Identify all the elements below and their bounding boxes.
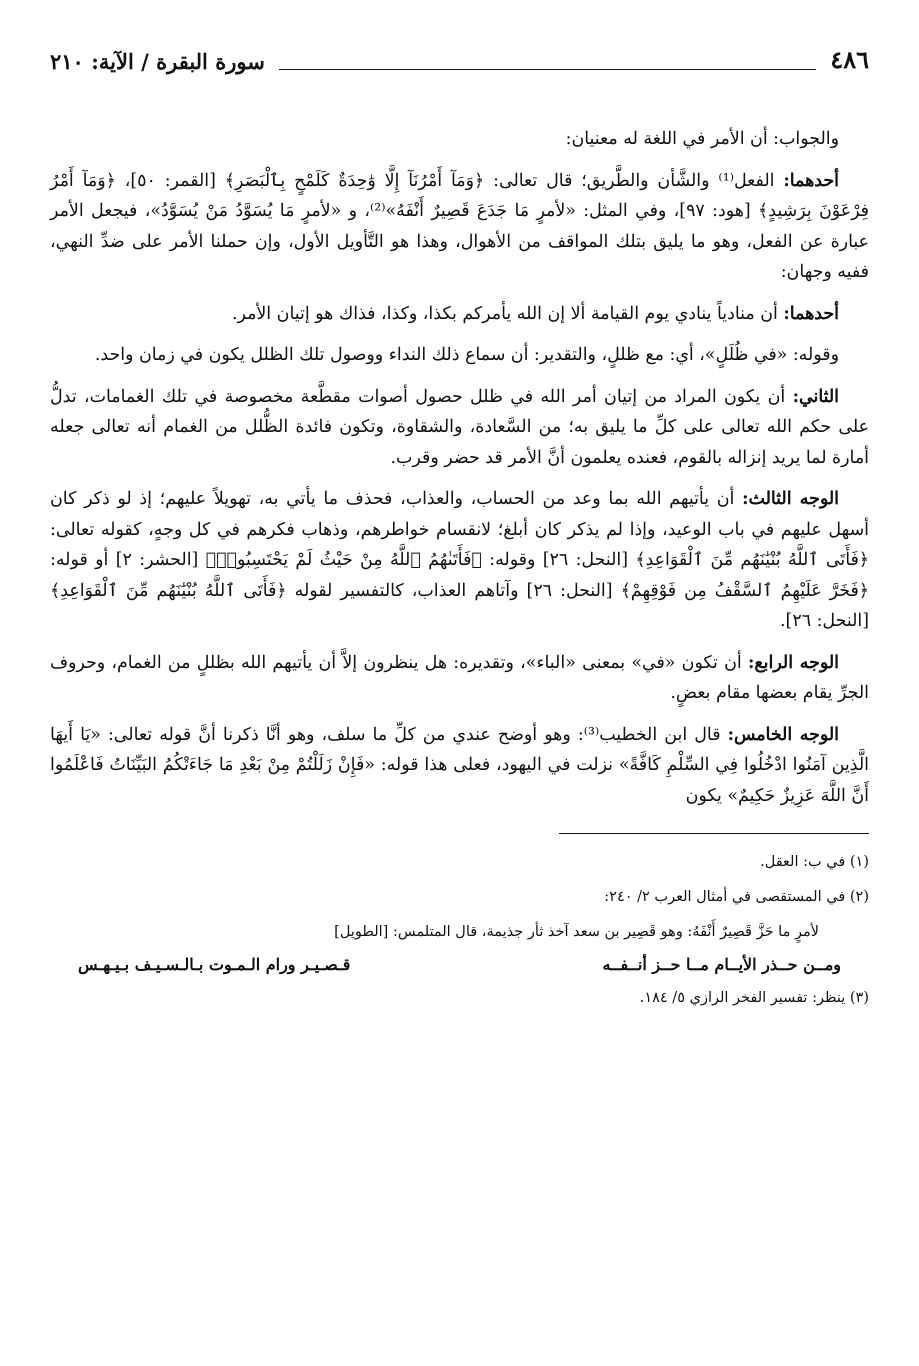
paragraph — [50, 382, 869, 474]
paragraph — [50, 340, 869, 371]
paragraph-text: أن تكون «في» بمعنى «الباء»، وتقديره: هل ينظرون إلاَّ أن يأتيهم الله بظللٍ من الغمام، وحروف الجرِّ يقام بعضها مقام بعضٍ. — [50, 652, 869, 703]
paragraph — [50, 166, 869, 288]
verse-hemistich-second: قـصـيـر ورام الـمـوت بـالـسـيـف بـيـهـس — [78, 955, 351, 974]
footnote-quote: لأمرٍ ما حَزَّ قَصِيرٌ أَنْفَهُ: وهو قَصِير بن سعد آخذ ثأر جذيمة، قال المتلمس: [الطويل] — [334, 924, 819, 940]
page-number: ٤٨٦ — [830, 45, 869, 74]
paragraph-head: أحدهما: — [783, 303, 839, 324]
paragraph-head: الثاني: — [792, 386, 839, 407]
paragraph-head: الوجه الثالث: — [742, 489, 839, 509]
footnote: (٣) ينظر: تفسير الفخر الرازي ٥/ ١٨٤. — [639, 990, 869, 1006]
paragraph-text: قال ابن الخطيب⁽³⁾: وهو أوضح عندي من كلِّ ما سلف، وهو أنَّا ذكرنا أنَّ قوله تعالى: «يَا أَيهَا الَّذِين آمَنُوا ادْخُلُوا فِي السِّلْمِ كَافَّةً» نزلت في اليهود، فعلى هذا قوله: «فَإِنْ زَلَلْتُمْ مِنْ بَعْدِ مَا جَاءَتْكُمُ البَيِّنَاتُ فَاعْلَمُوا أَنَّ اللَّهَ عَزِيزٌ حَكِيمٌ» يكون — [50, 724, 869, 806]
footnote: (١) في ب: العقل. — [760, 854, 869, 870]
footnotes — [50, 850, 869, 1011]
verse-hemistich-first: ومــن حــذر الأيــام مــا حــز أنــفــه — [602, 955, 841, 974]
paragraph-head: الوجه الرابع: — [747, 652, 839, 673]
main-text — [50, 124, 869, 811]
running-header — [50, 40, 869, 74]
paragraph-text: الفعل⁽¹⁾ والشَّأن والطَّريق؛ قال تعالى: ﴿وَمَآ أَمْرُنَآ إِلَّا وَٰحِدَةٌ كَلَمْحٍ بِٱلْبَصَرِ﴾ [القمر: ٥٠]، ﴿وَمَآ أَمْرُ فِرْعَوْنَ بِرَشِيدٍ﴾ [هود: ٩٧]، وفي المثل: «لأمرٍ مَا جَدَعَ قَصِيرٌ أَنْفَهُ»⁽²⁾، و «لأمرٍ مَا يُسَوَّدُ مَنْ يُسَوَّدُ»، فيجعل الأمر عبارة عن الفعل، وهو ما يليق بتلك المواقف من الأهوال، وهذا هو التَّأويل الأول، وإن حملنا الأمر على ضدِّ النهي، ففيه وجهان: — [50, 170, 869, 282]
paragraph — [50, 299, 869, 330]
footnote-separator — [559, 833, 869, 834]
paragraph-head: الوجه الخامس: — [727, 724, 839, 745]
paragraph — [50, 720, 869, 812]
paragraph-text: والجواب: أن الأمر في اللغة له معنيان: — [565, 129, 839, 149]
footnote: (٢) في المستقصى في أمثال العرب ٢/ ٢٤٠: — [604, 889, 869, 905]
paragraph-text: وقوله: «في ظُلَلٍ»، أي: مع ظللٍ، والتقدير: أن سماع ذلك النداء ووصول تلك الظلل يكون في زمان واحد. — [94, 345, 839, 365]
paragraph-text: أن منادياً ينادي يوم القيامة ألا إن الله يأمركم بكذا، وكذا، فذاك هو إتيان الأمر. — [231, 303, 784, 324]
paragraph — [50, 484, 869, 637]
paragraph-head: أحدهما: — [783, 170, 839, 191]
surah-reference: سورة البقرة / الآية: ٢١٠ — [50, 49, 265, 74]
header-rule — [279, 69, 817, 70]
paragraph-text: أن يأتيهم الله بما وعد من الحساب، والعذاب، فحذف ما يأتي به، تهويلاً عليهم؛ إذ لو ذكر كان أسهل عليهم في باب الوعيد، وإذا لم يذكر كان أبلغ؛ لانقسام خواطرهم، وذهاب فكرهم في كل وجهٍ، كقوله تعالى: ﴿فَأَتَى ٱللَّهُ بُنْيَٰنَهُم مِّنَ ٱلْقَوَاعِدِ﴾ [النحل: ٢٦] وقوله: ﴿فَأَتَىٰهُمُ ٱللَّهُ مِنْ حَيْثُ لَمْ يَحْتَسِبُوا۟﴾ [الحشر: ٢] أو قوله: ﴿فَخَرَّ عَلَيْهِمُ ٱلسَّقْفُ مِن فَوْقِهِمْ﴾ [النحل: ٢٦] وآتاهم العذاب، كالتفسير لقوله ﴿فَأَتَى ٱللَّهُ بُنْيَٰنَهُم مِّنَ ٱلْقَوَاعِدِ﴾ [النحل: ٢٦]. — [50, 489, 869, 631]
paragraph-text: أن يكون المراد من إتيان أمر الله في ظلل حصول أصوات مقطَّعة مخصوصة في تلك الغمامات، تدلُّ على حكم الله تعالى على كلِّ ما يليق به؛ من السَّعادة، والشقاوة، وتكون فائدة الظُّلل من الغمام أنه تعالى جعله أمارة لما يريد إنزاله بالقوم، فعنده يعلمون أنَّ الأمر قد حضر وقرب. — [50, 386, 869, 468]
paragraph — [50, 648, 869, 709]
paragraph — [50, 124, 869, 155]
poem-verse — [78, 955, 841, 974]
